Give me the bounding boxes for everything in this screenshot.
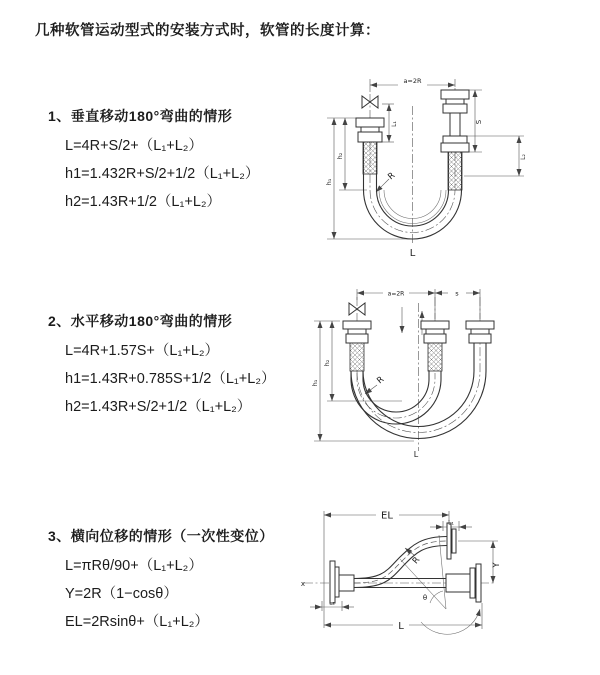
dim-label-l2: L₂ xyxy=(329,599,335,607)
page-title: 几种软管运动型式的安装方式时，软管的长度计算： xyxy=(35,23,380,39)
section-1-heading: 1、垂直移动180°弯曲的情形 xyxy=(48,108,233,124)
diagram-labels xyxy=(325,77,527,259)
formula-h2: h2=1.43R+S/2+1/2（L₁+L₂） xyxy=(65,399,252,415)
length-label: L xyxy=(398,621,404,632)
radius-label: R xyxy=(410,555,423,567)
formula-h2: h2=1.43R+1/2（L₁+L₂） xyxy=(65,194,222,210)
diagram-horizontal-180-bend xyxy=(310,283,588,463)
braided-hose-section xyxy=(428,343,442,371)
dim-label-h2: h₂ xyxy=(336,152,344,160)
diagram-lateral-displacement xyxy=(296,505,596,650)
formula-h1: h1=1.432R+S/2+1/2（L₁+L₂） xyxy=(65,166,260,182)
axis-mark: x xyxy=(300,580,306,588)
dim-label-l2: L₂ xyxy=(520,154,527,160)
diagram-labels xyxy=(311,290,459,460)
diagram-vertical-180-bend xyxy=(312,72,584,262)
formula-el: EL=2Rsinθ+（L₁+L₂） xyxy=(65,614,209,630)
formula-length: L=4R+1.57S+（L₁+L₂） xyxy=(65,343,220,359)
radius-label: R xyxy=(375,374,387,387)
dim-label-l1: L₁ xyxy=(391,121,398,127)
dim-label-h1: h₁ xyxy=(311,379,319,387)
dim-label-a2r: a=2R xyxy=(387,290,405,298)
section-1-formulas xyxy=(48,132,259,216)
length-label: L xyxy=(413,450,419,459)
section-1 xyxy=(48,106,259,216)
angle-label: θ xyxy=(422,594,428,602)
dim-label-s: S xyxy=(475,119,483,125)
dim-label-a2r: a=2R xyxy=(403,77,422,85)
section-3-heading: 3、横向位移的情形（一次性变位） xyxy=(48,528,274,544)
hose-outline xyxy=(354,537,447,588)
dim-label-l1: L₁ xyxy=(448,519,454,527)
braided-hose-section xyxy=(448,152,462,190)
dim-label-y: Y xyxy=(492,562,502,568)
braided-hose-section xyxy=(350,343,364,371)
formula-length: L=4R+S/2+（L₁+L₂） xyxy=(65,138,203,154)
formula-y: Y=2R（1−cosθ） xyxy=(65,586,178,602)
dim-label-s: s xyxy=(455,289,459,298)
hose-centerline xyxy=(354,541,447,583)
formula-length: L=πRθ/90+（L₁+L₂） xyxy=(65,558,203,574)
section-2-heading: 2、水平移动180°弯曲的情形 xyxy=(48,313,233,329)
dim-label-el: EL xyxy=(381,510,393,522)
length-label: L xyxy=(409,248,416,259)
centerlines xyxy=(370,88,455,244)
dim-label-h1: h₁ xyxy=(325,178,333,186)
section-3 xyxy=(48,526,274,636)
dimension-lines xyxy=(327,79,524,239)
section-2-formulas xyxy=(48,337,275,421)
dim-label-h2: h₂ xyxy=(323,359,331,367)
section-3-formulas xyxy=(48,552,274,636)
formula-h1: h1=1.43R+0.785S+1/2（L₁+L₂） xyxy=(65,371,276,387)
braided-hose-section xyxy=(363,142,377,174)
section-2 xyxy=(48,311,275,421)
centerlines xyxy=(357,297,480,451)
radius-label: R xyxy=(386,170,398,183)
